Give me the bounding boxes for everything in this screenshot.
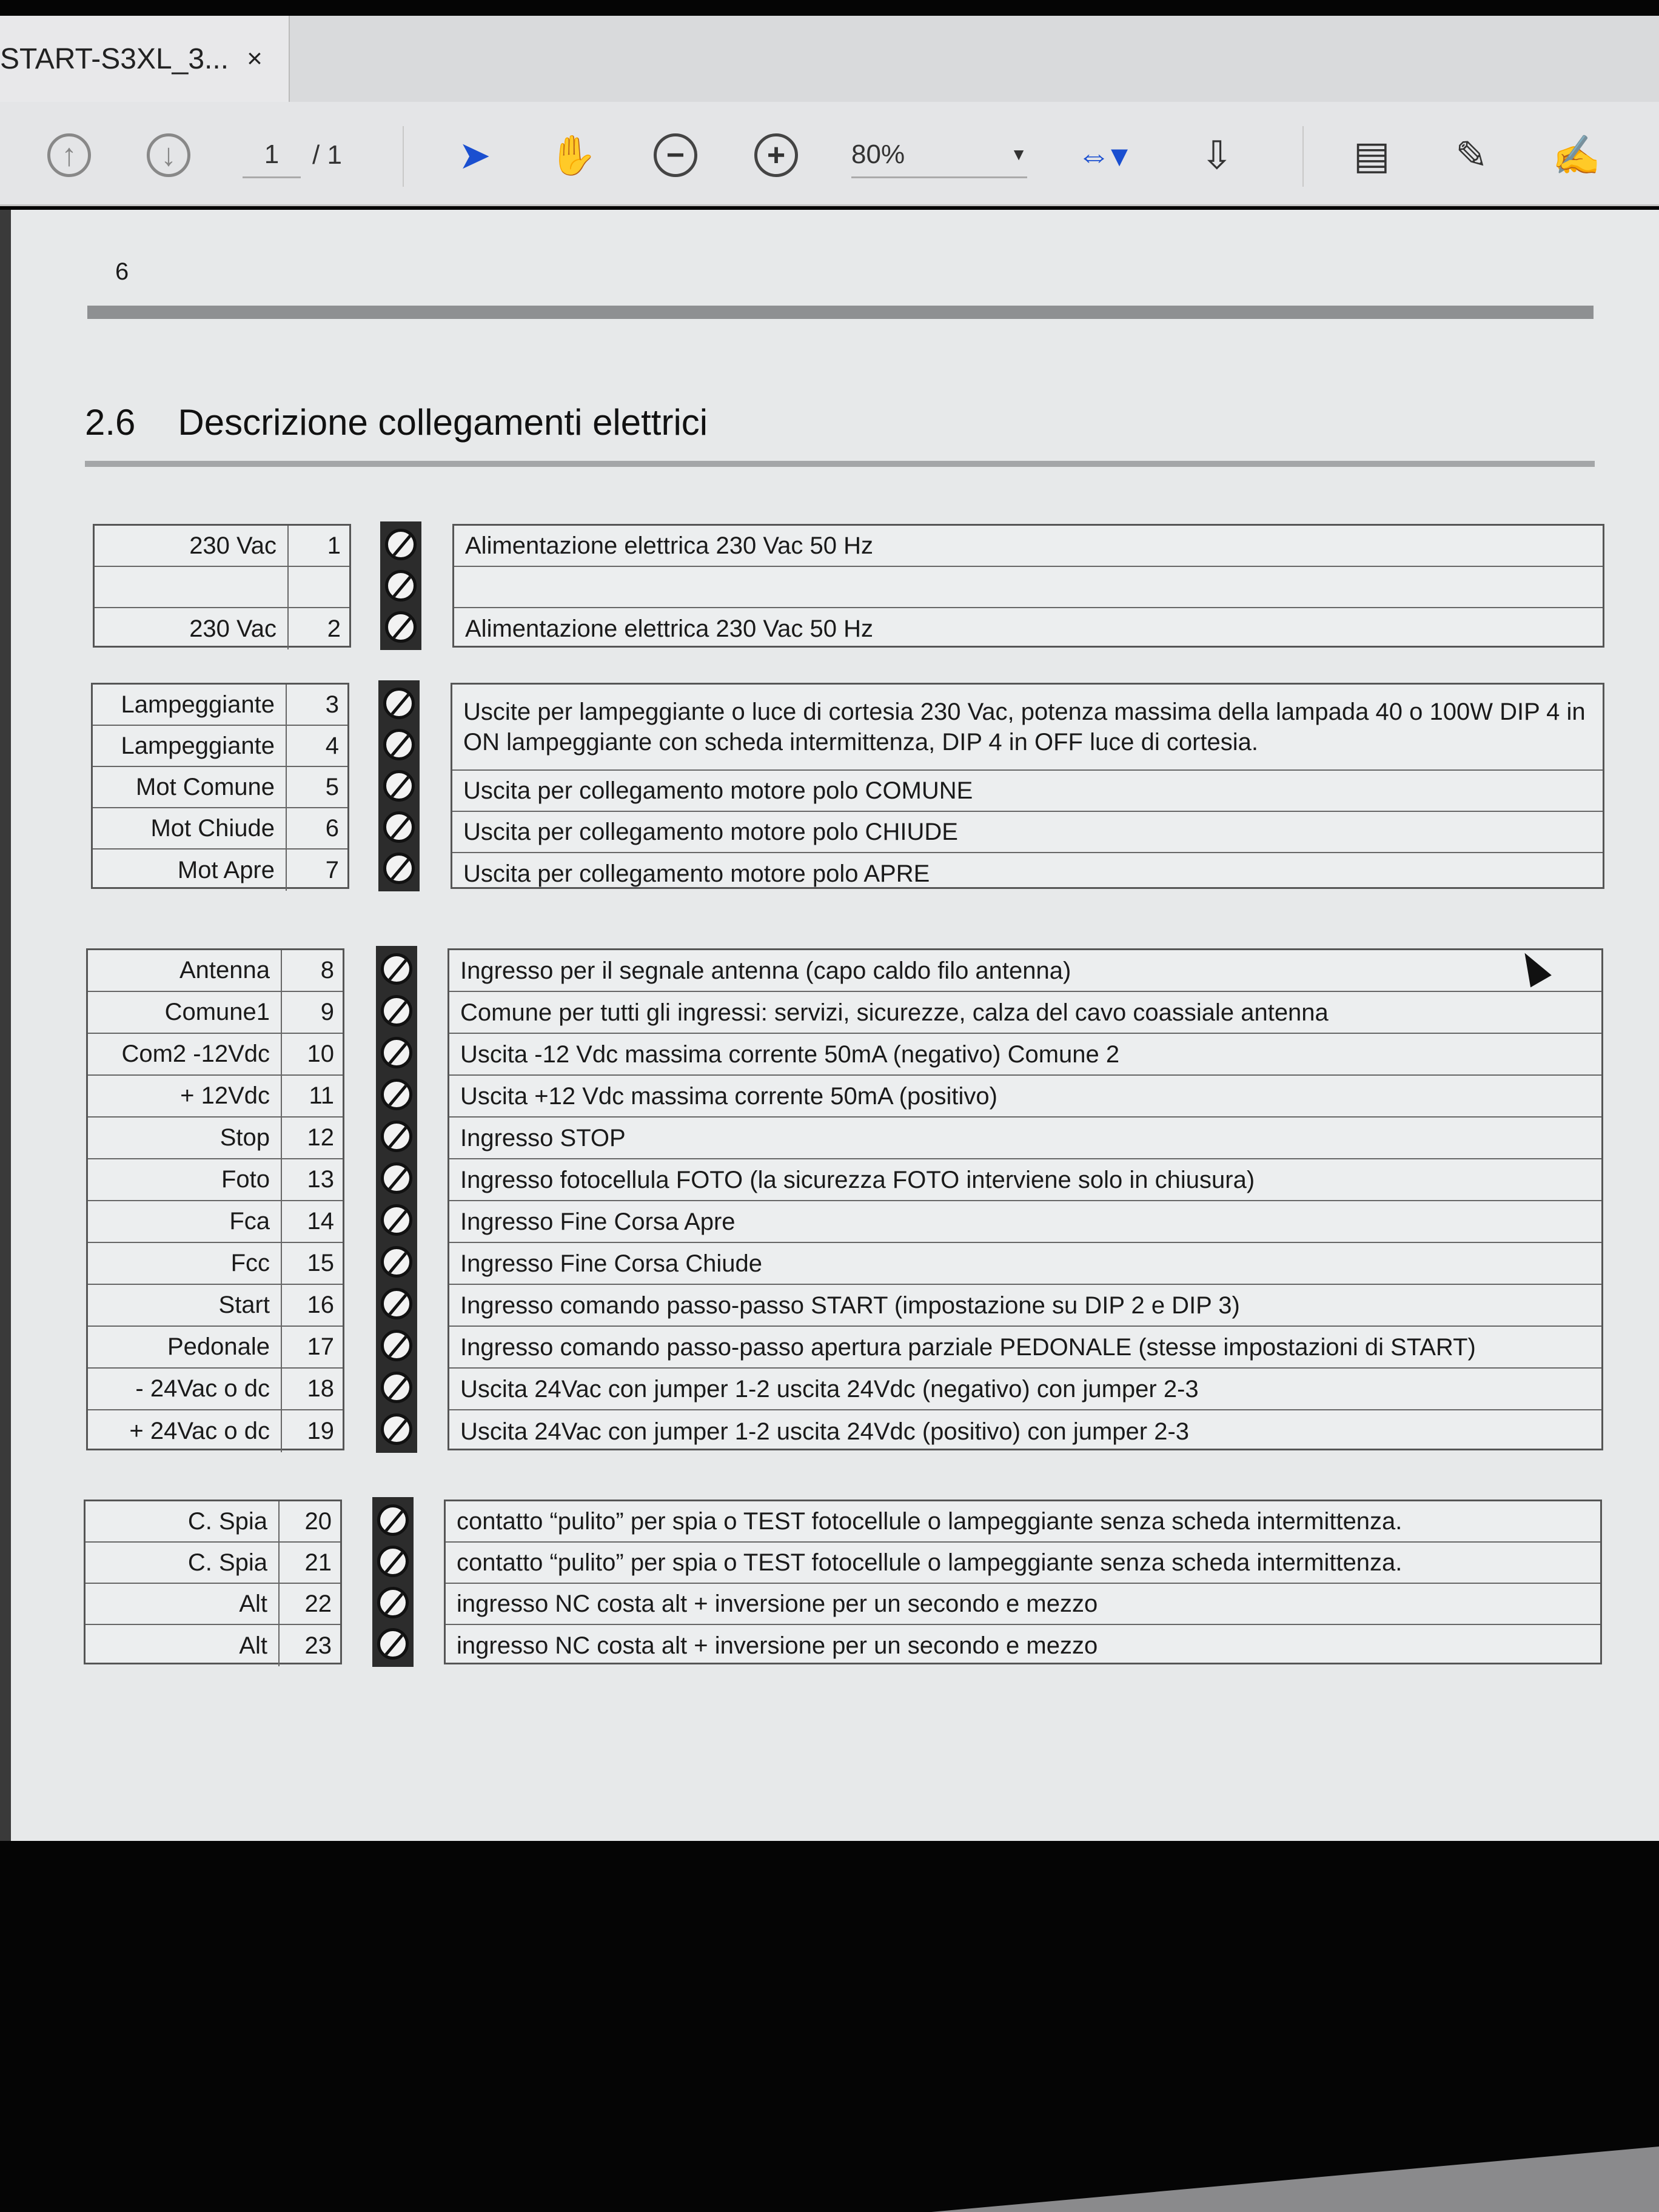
terminal-row	[85, 1625, 340, 1666]
terminal-label: Lampeggiante	[93, 726, 287, 766]
terminal-row	[95, 567, 349, 608]
terminal-row	[88, 1369, 343, 1410]
terminal-label: Stop	[88, 1118, 282, 1158]
section-number: 2.6	[85, 402, 136, 443]
terminal-description: Uscita per collegamento motore polo APRE	[463, 860, 930, 887]
terminal-description: Uscita -12 Vdc massima corrente 50mA (negativo) Comune 2	[449, 1034, 1601, 1076]
screw-terminal-icon	[383, 811, 415, 843]
page-number: 6	[115, 258, 129, 285]
terminal-label: + 12Vdc	[88, 1076, 282, 1116]
terminal-number: 8	[320, 957, 334, 984]
zoom-out-button[interactable]	[654, 132, 697, 178]
terminal-description-table	[451, 683, 1604, 889]
terminal-block	[378, 680, 420, 891]
page-total: / 1	[312, 140, 342, 170]
screw-terminal-icon	[385, 611, 417, 643]
terminal-number: 12	[307, 1124, 334, 1151]
terminal-number: 3	[325, 691, 339, 718]
terminal-number: 22	[304, 1590, 332, 1617]
terminal-label	[95, 567, 289, 607]
chevron-down-icon: ▼	[1010, 144, 1027, 164]
terminal-row	[93, 685, 347, 726]
tab-title: START-S3XL_3...	[0, 42, 229, 75]
scroll-mode-icon[interactable]: ⇩	[1201, 133, 1233, 177]
page-number-input[interactable]: 1	[243, 132, 301, 178]
terminal-number: 15	[307, 1250, 334, 1276]
terminal-number: 7	[325, 856, 339, 883]
terminal-description: Ingresso STOP	[449, 1118, 1601, 1159]
terminal-description: Ingresso fotocellula FOTO (la sicurezza FOTO interviene solo in chiusura)	[449, 1159, 1601, 1201]
terminal-label-table	[93, 524, 351, 648]
terminal-row	[93, 726, 347, 767]
terminal-row	[85, 1584, 340, 1625]
comment-icon[interactable]: ▤	[1353, 133, 1390, 177]
screw-terminal-icon	[383, 688, 415, 719]
terminal-label: Antenna	[88, 950, 282, 991]
fit-page-icon[interactable]: ⇔▾	[1077, 136, 1128, 174]
terminal-row	[88, 1118, 343, 1159]
terminal-number: 9	[320, 999, 334, 1025]
terminal-description: Alimentazione elettrica 230 Vac 50 Hz	[454, 526, 1603, 567]
terminal-label: 230 Vac	[95, 526, 289, 566]
terminal-block	[372, 1497, 414, 1667]
terminal-description: ingresso NC costa alt + inversione per un secondo e mezzo	[446, 1584, 1600, 1625]
terminal-label: Alt	[85, 1584, 280, 1624]
terminal-number: 6	[325, 814, 339, 842]
terminal-number: 16	[307, 1292, 334, 1318]
terminal-number: 10	[307, 1041, 334, 1067]
terminal-description: Uscita 24Vac con jumper 1-2 uscita 24Vdc (positivo) con jumper 2-3	[460, 1418, 1190, 1445]
terminal-number: 23	[304, 1632, 332, 1659]
toolbar	[0, 102, 1659, 206]
terminal-row	[88, 992, 343, 1034]
terminal-label: Start	[88, 1285, 282, 1326]
terminal-label-table	[86, 948, 344, 1450]
screw-terminal-icon	[381, 1246, 412, 1278]
terminal-row	[88, 1243, 343, 1285]
terminal-number: 19	[307, 1418, 334, 1444]
plus-icon: +	[754, 133, 798, 177]
terminal-row	[93, 850, 347, 891]
document-tab[interactable]	[0, 16, 290, 102]
minus-icon: −	[654, 133, 697, 177]
screw-terminal-icon	[377, 1587, 409, 1618]
terminal-label: - 24Vac o dc	[88, 1369, 282, 1409]
tab-bar	[0, 16, 1659, 102]
screw-terminal-icon	[381, 1288, 412, 1319]
screw-terminal-icon	[381, 1330, 412, 1361]
zoom-value: 80%	[851, 139, 905, 169]
screw-terminal-icon	[377, 1628, 409, 1660]
heading-rule	[85, 461, 1595, 467]
terminal-label: Foto	[88, 1159, 282, 1200]
terminal-description: Uscita per collegamento motore polo COMUNE	[452, 771, 1603, 812]
sign-icon[interactable]: ✍	[1552, 133, 1601, 177]
desk-surface	[931, 2147, 1659, 2212]
zoom-select[interactable]	[851, 132, 1027, 178]
terminal-row	[88, 1159, 343, 1201]
terminal-number: 18	[307, 1375, 334, 1402]
screw-terminal-icon	[381, 1413, 412, 1445]
terminal-label: Mot Comune	[93, 767, 287, 807]
terminal-description-table	[447, 948, 1603, 1450]
terminal-row	[95, 608, 349, 649]
terminal-block	[376, 946, 417, 1453]
terminal-description-table	[452, 524, 1604, 648]
terminal-row	[88, 1076, 343, 1118]
terminal-number: 11	[309, 1082, 334, 1109]
select-tool-icon[interactable]: ➤	[458, 133, 491, 177]
next-page-button[interactable]	[147, 132, 190, 178]
terminal-label-table	[91, 683, 349, 889]
terminal-label: Com2 -12Vdc	[88, 1034, 282, 1074]
screw-terminal-icon	[381, 1204, 412, 1236]
terminal-label: Lampeggiante	[93, 685, 287, 725]
terminal-number: 17	[307, 1333, 334, 1360]
screw-terminal-icon	[381, 1037, 412, 1068]
terminal-row	[88, 950, 343, 992]
terminal-label-table	[84, 1500, 342, 1664]
terminal-description: Uscita 24Vac con jumper 1-2 uscita 24Vdc (negativo) con jumper 2-3	[449, 1369, 1601, 1410]
terminal-row	[85, 1543, 340, 1584]
terminal-number: 4	[325, 732, 339, 759]
terminal-label: Pedonale	[88, 1327, 282, 1367]
terminal-label: 230 Vac	[95, 608, 289, 649]
section-title: Descrizione collegamenti elettrici	[178, 402, 708, 443]
terminal-number: 13	[307, 1166, 334, 1193]
screw-terminal-icon	[381, 1079, 412, 1110]
terminal-number: 2	[327, 615, 341, 642]
header-rule	[87, 306, 1594, 319]
terminal-description: contatto “pulito” per spia o TEST fotocellule o lampeggiante senza scheda intermittenza.	[446, 1543, 1600, 1584]
terminal-description: Uscite per lampeggiante o luce di cortesia 230 Vac, potenza massima della lampada 40 o 100W DIP 4 in ON lampeggiante con scheda intermittenza, DIP 4 in OFF luce di cortesia.	[452, 685, 1603, 771]
arrow-up-icon: ↑	[47, 133, 91, 177]
terminal-description: Ingresso Fine Corsa Chiude	[449, 1243, 1601, 1285]
screw-terminal-icon	[381, 1162, 412, 1194]
terminal-description: ingresso NC costa alt + inversione per un secondo e mezzo	[457, 1632, 1098, 1659]
terminal-number: 20	[304, 1507, 332, 1535]
terminal-row	[88, 1034, 343, 1076]
terminal-description: Alimentazione elettrica 230 Vac 50 Hz	[465, 615, 873, 642]
terminal-label: Comune1	[88, 992, 282, 1033]
screw-terminal-icon	[377, 1504, 409, 1536]
hand-tool-icon[interactable]: ✋	[549, 133, 597, 177]
screw-terminal-icon	[383, 770, 415, 802]
screw-terminal-icon	[383, 729, 415, 760]
terminal-row	[88, 1327, 343, 1369]
terminal-block	[380, 521, 421, 650]
terminal-description	[454, 567, 1603, 608]
terminal-label: Fca	[88, 1201, 282, 1242]
close-tab-icon[interactable]: ×	[247, 44, 263, 73]
screw-terminal-icon	[385, 570, 417, 602]
terminal-label: Alt	[85, 1625, 280, 1666]
terminal-label: C. Spia	[85, 1543, 280, 1583]
terminal-description: Ingresso comando passo-passo START (impostazione su DIP 2 e DIP 3)	[449, 1285, 1601, 1327]
arrow-down-icon: ↓	[147, 133, 190, 177]
terminal-label: Mot Chiude	[93, 808, 287, 848]
terminal-number: 1	[327, 532, 341, 559]
terminal-row	[88, 1410, 343, 1452]
screw-terminal-icon	[381, 995, 412, 1027]
highlight-pen-icon[interactable]: ✎	[1455, 133, 1488, 177]
terminal-description-table	[444, 1500, 1602, 1664]
terminal-row	[88, 1201, 343, 1243]
screw-terminal-icon	[381, 1121, 412, 1152]
terminal-description: Ingresso comando passo-passo apertura parziale PEDONALE (stesse impostazioni di START)	[449, 1327, 1601, 1369]
terminal-row	[95, 526, 349, 567]
terminal-row	[88, 1285, 343, 1327]
terminal-row	[85, 1501, 340, 1543]
section-heading	[85, 401, 708, 443]
terminal-label: C. Spia	[85, 1501, 280, 1541]
screw-terminal-icon	[385, 529, 417, 560]
terminal-number: 5	[325, 773, 339, 800]
terminal-label: + 24Vac o dc	[88, 1410, 282, 1452]
terminal-description: Ingresso Fine Corsa Apre	[449, 1201, 1601, 1243]
terminal-description: Uscita per collegamento motore polo CHIUDE	[452, 812, 1603, 853]
terminal-label: Fcc	[88, 1243, 282, 1284]
terminal-label: Mot Apre	[93, 850, 287, 891]
previous-page-button[interactable]	[47, 132, 91, 178]
terminal-number: 21	[304, 1549, 332, 1576]
pdf-page	[0, 210, 1659, 1841]
terminal-description: Ingresso per il segnale antenna (capo caldo filo antenna)	[449, 950, 1601, 992]
terminal-row	[93, 767, 347, 808]
zoom-in-button[interactable]	[754, 132, 798, 178]
terminal-row	[93, 808, 347, 850]
screw-terminal-icon	[381, 953, 412, 985]
screw-terminal-icon	[383, 853, 415, 884]
terminal-description: Uscita +12 Vdc massima corrente 50mA (positivo)	[449, 1076, 1601, 1118]
terminal-description: Comune per tutti gli ingressi: servizi, sicurezze, calza del cavo coassiale antenna	[449, 992, 1601, 1034]
terminal-number: 14	[307, 1208, 334, 1235]
terminal-description: contatto “pulito” per spia o TEST fotocellule o lampeggiante senza scheda intermittenza.	[446, 1501, 1600, 1543]
screw-terminal-icon	[377, 1546, 409, 1577]
screw-terminal-icon	[381, 1372, 412, 1403]
